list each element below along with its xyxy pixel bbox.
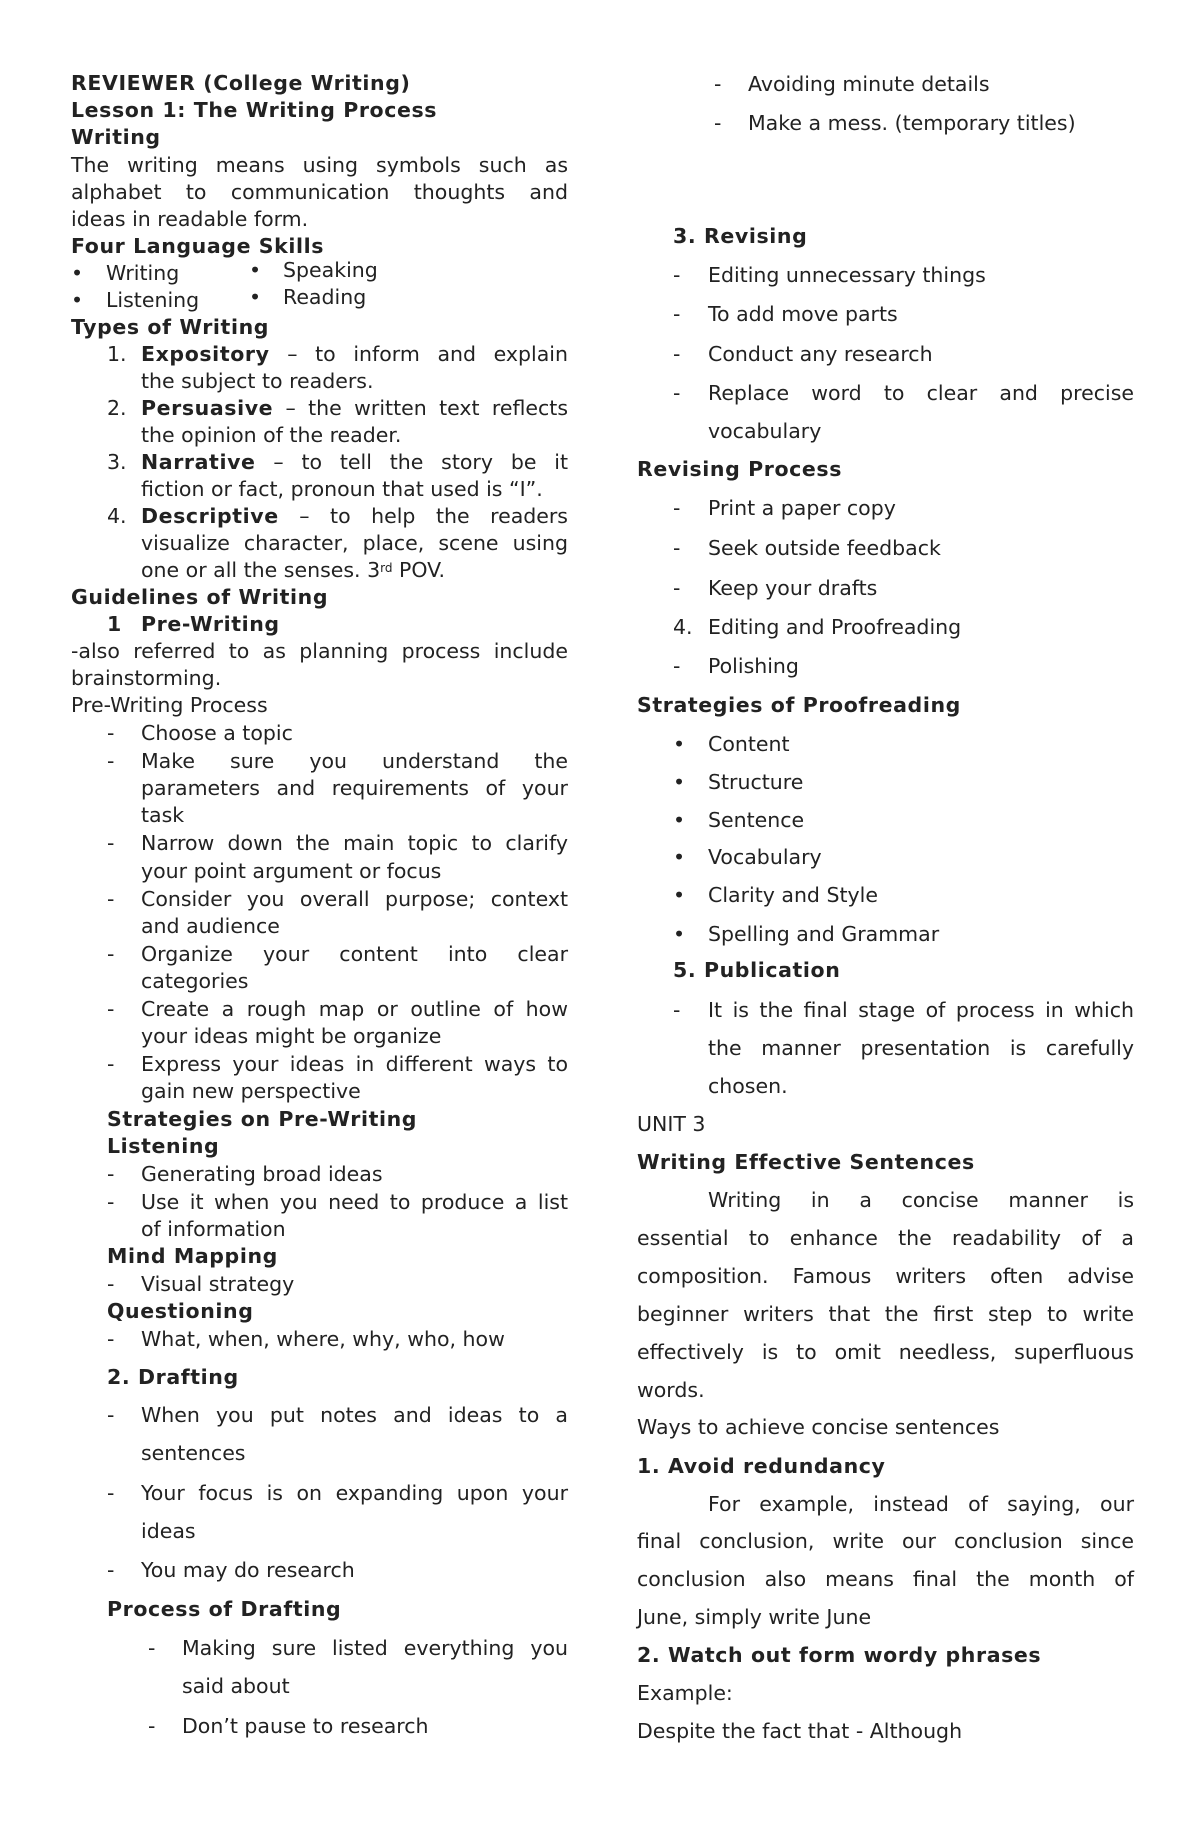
- list-bullet: •: [249, 258, 262, 282]
- writing-definition-line: The writing means using symbols such as: [71, 153, 568, 177]
- example-text: Despite the fact that - Although: [637, 1719, 963, 1743]
- list-dash: -: [673, 654, 681, 678]
- prewriting-desc-line: -also referred to as planning process include: [71, 639, 568, 663]
- type-desc: – to tell the story be it: [255, 450, 568, 474]
- list-item: Clarity and Style: [708, 883, 878, 907]
- type-desc-line: the subject to readers.: [141, 369, 374, 393]
- list-item: Sentence: [708, 808, 805, 832]
- list-item: Make a mess. (temporary titles): [748, 111, 1076, 135]
- list-dash: -: [107, 1481, 115, 1505]
- skills-heading: Four Language Skills: [71, 234, 325, 258]
- type-term: Narrative: [141, 450, 256, 474]
- type-item: [141, 395, 568, 422]
- list-item: Polishing: [708, 654, 799, 678]
- revising-heading: 3. Revising: [673, 224, 808, 248]
- list-item: To add move parts: [708, 302, 898, 326]
- list-item-cont: your point argument or focus: [141, 859, 442, 883]
- process-drafting-heading: Process of Drafting: [107, 1597, 342, 1621]
- list-bullet: •: [673, 732, 686, 756]
- list-dash: -: [107, 1403, 115, 1427]
- list-item-cont: gain new perspective: [141, 1079, 361, 1103]
- list-dash: -: [673, 381, 681, 405]
- drafting-heading: 2. Drafting: [107, 1365, 239, 1389]
- list-number: 1: [107, 612, 122, 636]
- list-item: Vocabulary: [708, 845, 822, 869]
- list-item: Express your ideas in different ways to: [141, 1052, 568, 1076]
- prewriting-heading: Pre-Writing: [141, 612, 280, 636]
- list-dash: -: [107, 1558, 115, 1582]
- paragraph-line: beginner writers that the first step to write: [637, 1302, 1134, 1326]
- skill-item: Speaking: [283, 258, 378, 282]
- paragraph-line: words.: [637, 1378, 705, 1402]
- list-item: You may do research: [141, 1558, 355, 1582]
- unit-label: UNIT 3: [637, 1112, 706, 1136]
- list-dash: -: [107, 1327, 115, 1351]
- list-dash: -: [673, 998, 681, 1022]
- questioning-heading: Questioning: [107, 1299, 254, 1323]
- type-term: Persuasive: [141, 396, 274, 420]
- guidelines-heading: Guidelines of Writing: [71, 585, 329, 609]
- list-item: Narrow down the main topic to clarify: [141, 831, 568, 855]
- list-dash: -: [148, 1714, 156, 1738]
- list-item: Make sure you understand the: [141, 749, 568, 773]
- type-item: [141, 449, 568, 476]
- list-number: 4.: [673, 615, 693, 639]
- list-bullet: •: [673, 808, 686, 832]
- list-item: Choose a topic: [141, 721, 293, 745]
- list-item-cont: task: [141, 803, 185, 827]
- list-item: Structure: [708, 770, 804, 794]
- list-number: 2.: [107, 396, 127, 420]
- list-dash: -: [107, 887, 115, 911]
- type-desc: – the written text reflects: [273, 396, 568, 420]
- list-item: Create a rough map or outline of how: [141, 997, 568, 1021]
- type-term: Expository: [141, 342, 270, 366]
- list-dash: -: [673, 536, 681, 560]
- list-dash: -: [673, 576, 681, 600]
- list-dash: -: [107, 721, 115, 745]
- type-desc-line: fiction or fact, pronoun that used is “I”.: [141, 477, 543, 501]
- list-item: Consider you overall purpose; context: [141, 887, 568, 911]
- list-item: Spelling and Grammar: [708, 922, 940, 946]
- list-item-cont: chosen.: [708, 1074, 788, 1098]
- types-heading: Types of Writing: [71, 315, 270, 339]
- proofreading-heading: Strategies of Proofreading: [637, 693, 961, 717]
- list-item-cont: vocabulary: [708, 419, 822, 443]
- list-item: Conduct any research: [708, 342, 933, 366]
- skill-item: Writing: [106, 261, 180, 285]
- type-desc-line: one or all the senses. 3rd POV.: [141, 558, 446, 582]
- wordy-phrases-heading: 2. Watch out form wordy phrases: [637, 1643, 1042, 1667]
- document-title: REVIEWER (College Writing): [71, 71, 411, 95]
- list-item: Avoiding minute details: [748, 72, 990, 96]
- list-item: It is the final stage of process in which: [708, 998, 1134, 1022]
- list-item-cont: and audience: [141, 914, 280, 938]
- writing-definition-line: alphabet to communication thoughts and: [71, 180, 568, 204]
- list-bullet: •: [71, 261, 84, 285]
- list-item: Print a paper copy: [708, 496, 896, 520]
- list-item: Generating broad ideas: [141, 1162, 383, 1186]
- list-item: When you put notes and ideas to a: [141, 1403, 568, 1427]
- editing-heading: Editing and Proofreading: [708, 615, 962, 639]
- list-number: 3.: [107, 450, 127, 474]
- list-dash: -: [107, 749, 115, 773]
- paragraph-line: Writing in a concise manner is: [708, 1188, 1134, 1212]
- list-item: Your focus is on expanding upon your: [141, 1481, 568, 1505]
- type-term: Descriptive: [141, 504, 279, 528]
- prewriting-desc-line: brainstorming.: [71, 666, 222, 690]
- type-item: [141, 503, 568, 530]
- list-item-cont: ideas: [141, 1519, 196, 1543]
- list-dash: -: [673, 302, 681, 326]
- list-dash: -: [673, 263, 681, 287]
- mindmap-heading: Mind Mapping: [107, 1244, 278, 1268]
- list-item-cont: parameters and requirements of your: [141, 776, 568, 800]
- avoid-redundancy-heading: 1. Avoid redundancy: [637, 1454, 886, 1478]
- list-number: 1.: [107, 342, 127, 366]
- list-dash: -: [714, 111, 722, 135]
- paragraph-line: composition. Famous writers often advise: [637, 1264, 1134, 1288]
- list-item: Organize your content into clear: [141, 942, 568, 966]
- paragraph-line: conclusion also means final the month of: [637, 1567, 1134, 1591]
- list-item: Seek outside feedback: [708, 536, 941, 560]
- paragraph-line: final conclusion, write our conclusion since: [637, 1529, 1134, 1553]
- skill-item: Reading: [283, 285, 367, 309]
- list-item-cont: said about: [182, 1674, 290, 1698]
- list-bullet: •: [249, 285, 262, 309]
- prewriting-process-label: Pre-Writing Process: [71, 693, 268, 717]
- list-item: What, when, where, why, who, how: [141, 1327, 505, 1351]
- paragraph-line: essential to enhance the readability of a: [637, 1226, 1134, 1250]
- type-desc-line: the opinion of the reader.: [141, 423, 402, 447]
- list-bullet: •: [673, 770, 686, 794]
- list-item-cont: the manner presentation is carefully: [708, 1036, 1134, 1060]
- revising-process-heading: Revising Process: [637, 457, 842, 481]
- list-dash: -: [107, 997, 115, 1021]
- list-dash: -: [107, 1272, 115, 1296]
- list-item: Replace word to clear and precise: [708, 381, 1134, 405]
- list-item-cont: sentences: [141, 1441, 246, 1465]
- list-item: Making sure listed everything you: [182, 1636, 568, 1660]
- superscript-rd: rd: [380, 561, 393, 575]
- list-item-cont: categories: [141, 969, 249, 993]
- list-item: Content: [708, 732, 790, 756]
- skill-item: Listening: [106, 288, 200, 312]
- list-bullet: •: [71, 288, 84, 312]
- list-bullet: •: [673, 845, 686, 869]
- list-dash: -: [673, 342, 681, 366]
- writing-heading: Writing: [71, 125, 161, 149]
- type-desc: – to inform and explain: [269, 342, 568, 366]
- list-number: 4.: [107, 504, 127, 528]
- list-item: Editing unnecessary things: [708, 263, 986, 287]
- list-dash: -: [107, 1162, 115, 1186]
- list-item-cont: of information: [141, 1217, 286, 1241]
- list-dash: -: [107, 1190, 115, 1214]
- example-label: Example:: [637, 1681, 733, 1705]
- type-desc: – to help the readers: [278, 504, 568, 528]
- list-item-cont: your ideas might be organize: [141, 1024, 442, 1048]
- paragraph-line: June, simply write June: [637, 1605, 872, 1629]
- effective-sentences-heading: Writing Effective Sentences: [637, 1150, 975, 1174]
- list-item: Don’t pause to research: [182, 1714, 429, 1738]
- list-bullet: •: [673, 883, 686, 907]
- strategies-heading: Strategies on Pre-Writing: [107, 1107, 418, 1131]
- list-dash: -: [107, 942, 115, 966]
- paragraph-line: effectively is to omit needless, superfluous: [637, 1340, 1134, 1364]
- list-item: Keep your drafts: [708, 576, 878, 600]
- listening-heading: Listening: [107, 1134, 220, 1158]
- list-dash: -: [107, 831, 115, 855]
- lesson-title: Lesson 1: The Writing Process: [71, 98, 438, 122]
- list-dash: -: [148, 1636, 156, 1660]
- publication-heading: 5. Publication: [673, 958, 841, 982]
- list-dash: -: [107, 1052, 115, 1076]
- ways-label: Ways to achieve concise sentences: [637, 1415, 1000, 1439]
- type-desc-line: visualize character, place, scene using: [141, 531, 568, 555]
- list-item: Visual strategy: [141, 1272, 295, 1296]
- paragraph-line: For example, instead of saying, our: [708, 1492, 1134, 1516]
- list-dash: -: [714, 72, 722, 96]
- writing-definition-line: ideas in readable form.: [71, 207, 309, 231]
- list-dash: -: [673, 496, 681, 520]
- list-item: Use it when you need to produce a list: [141, 1190, 568, 1214]
- type-item: [141, 341, 568, 368]
- list-bullet: •: [673, 922, 686, 946]
